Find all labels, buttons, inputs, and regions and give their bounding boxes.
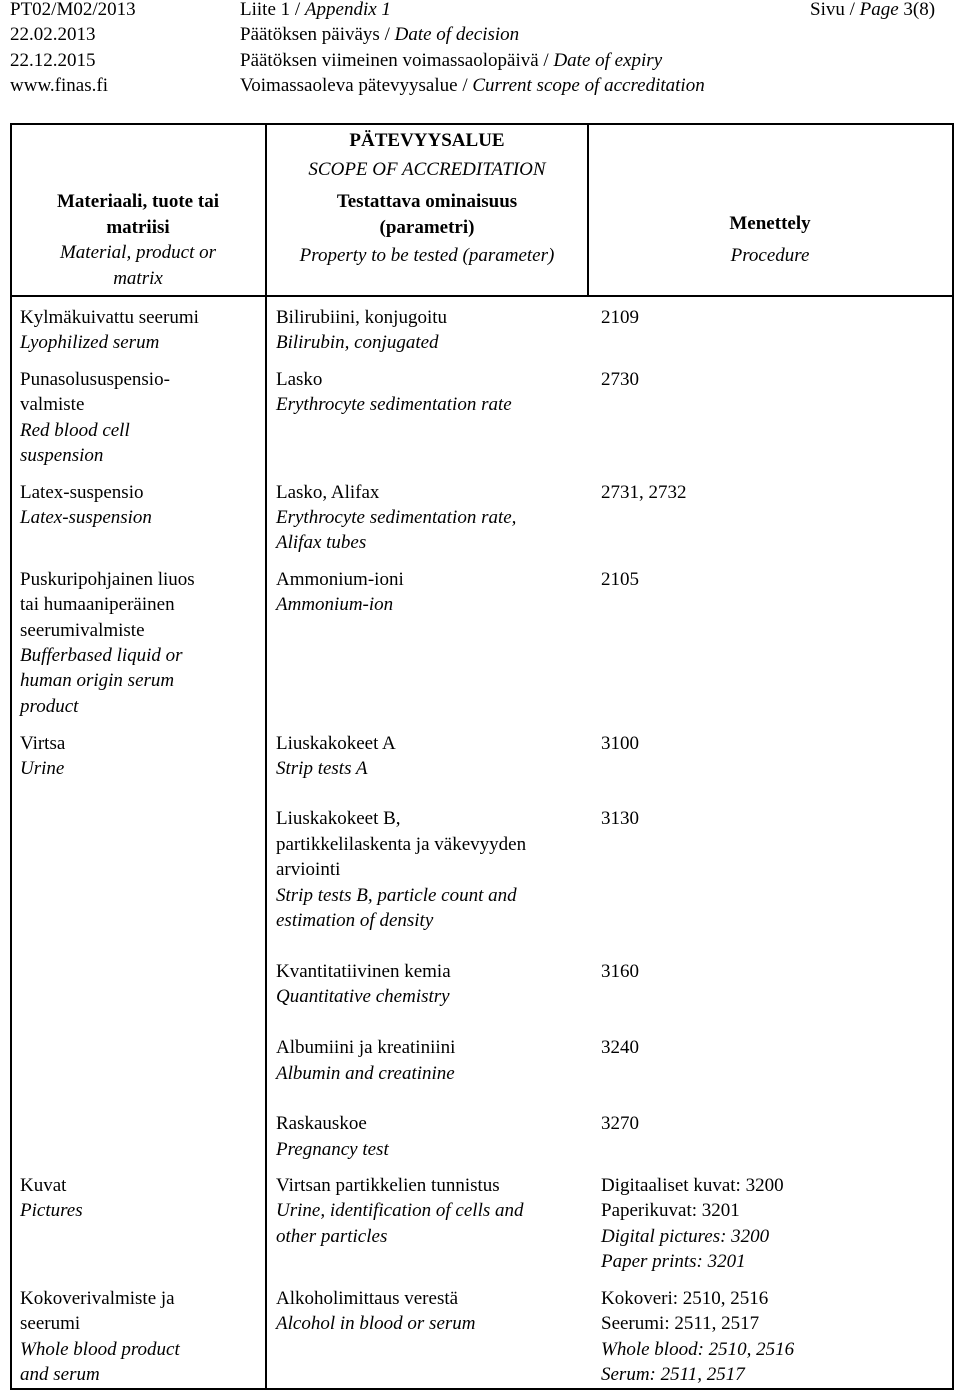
material-fi: Puskuripohjainen liuos <box>20 569 195 590</box>
procedure: Paperikuvat: 3201 <box>601 1200 740 1221</box>
material-en: Pictures <box>20 1200 83 1221</box>
property-fi: Lasko, Alifax <box>276 482 380 503</box>
col1-header-en: Material, product or matrix <box>59 242 217 289</box>
procedure: 2730 <box>601 369 639 390</box>
procedure: 2105 <box>601 569 639 590</box>
table-right-border <box>952 123 954 1390</box>
property-en: Alcohol in blood or serum <box>276 1313 476 1334</box>
col3-header-fi: Menettely <box>729 213 811 234</box>
procedure-en: Serum: 2511, 2517 <box>601 1364 745 1385</box>
property-fi: arviointi <box>276 859 341 880</box>
procedure-en: Digital pictures: 3200 <box>601 1226 770 1247</box>
property-en: estimation of density <box>276 910 434 931</box>
property-fi: Lasko <box>276 369 323 390</box>
col3-header-en: Procedure <box>730 245 810 266</box>
property-en: Albumin and creatinine <box>276 1063 455 1084</box>
property-en: Quantitative chemistry <box>276 986 450 1007</box>
scope-title-en: SCOPE OF ACCREDITATION <box>308 159 546 180</box>
property-fi: Albumiini ja kreatiniini <box>276 1037 456 1058</box>
decision-label: Päätöksen päiväys / Date of decision <box>240 24 520 45</box>
procedure: Kokoveri: 2510, 2516 <box>601 1288 769 1309</box>
material-fi: Kuvat <box>20 1175 67 1196</box>
property-en: other particles <box>276 1226 388 1247</box>
appendix-label: Liite 1 / Appendix 1 <box>240 0 391 20</box>
procedure: 3100 <box>601 733 639 754</box>
material-fi: seerumi <box>20 1313 81 1334</box>
table-left-border <box>10 123 12 1390</box>
table-col-divider-1 <box>265 123 267 1390</box>
property-en: Erythrocyte sedimentation rate <box>276 394 512 415</box>
material-en: Urine <box>20 758 65 779</box>
material-fi: Punasolususpensio- <box>20 369 170 390</box>
property-en: Strip tests A <box>276 758 368 779</box>
material-en: product <box>20 696 79 717</box>
material-en: and serum <box>20 1364 100 1385</box>
page-number: Sivu / Page 3(8) <box>810 0 936 20</box>
decision-date: 22.02.2013 <box>10 24 96 45</box>
col2-header-en: Property to be tested (parameter) <box>299 245 555 266</box>
website-link[interactable]: www.finas.fi <box>10 75 108 96</box>
property-fi: partikkelilaskenta ja väkevyyden <box>276 834 527 855</box>
table-top-border <box>10 123 954 125</box>
material-en: Red blood cell <box>20 420 130 441</box>
material-en: Bufferbased liquid or <box>20 645 183 666</box>
procedure: 3240 <box>601 1037 639 1058</box>
property-fi: Bilirubiini, konjugoitu <box>276 307 448 328</box>
procedure: Seerumi: 2511, 2517 <box>601 1313 760 1334</box>
property-en: Alifax tubes <box>276 532 367 553</box>
property-fi: Liuskakokeet B, <box>276 808 401 829</box>
col2-header-fi: Testattava ominaisuus (parametri) <box>336 191 518 238</box>
table-bottom-border <box>10 1388 954 1390</box>
property-en: Strip tests B, particle count and <box>276 885 517 906</box>
procedure-en: Whole blood: 2510, 2516 <box>601 1339 795 1360</box>
expiry-label: Päätöksen viimeinen voimassaolopäivä / Date of expiry <box>240 50 663 71</box>
scope-label: Voimassaoleva pätevyysalue / Current scope of accreditation <box>240 75 705 96</box>
material-fi: tai humaaniperäinen <box>20 594 175 615</box>
procedure: 2109 <box>601 307 639 328</box>
property-fi: Liuskakokeet A <box>276 733 396 754</box>
col1-header-fi: Materiaali, tuote tai matriisi <box>57 191 219 238</box>
expiry-date: 22.12.2015 <box>10 50 96 71</box>
procedure: Digitaaliset kuvat: 3200 <box>601 1175 784 1196</box>
material-fi: valmiste <box>20 394 85 415</box>
material-fi: Kylmäkuivattu seerumi <box>20 307 199 328</box>
table-header-border <box>10 295 954 297</box>
procedure: 3160 <box>601 961 639 982</box>
procedure: 2731, 2732 <box>601 482 687 503</box>
property-en: Pregnancy test <box>276 1139 389 1160</box>
scope-title: PÄTEVYYSALUE <box>349 130 505 151</box>
material-en: Lyophilized serum <box>20 332 160 353</box>
property-fi: Alkoholimittaus verestä <box>276 1288 459 1309</box>
material-fi: Latex-suspensio <box>20 482 144 503</box>
property-en: Urine, identification of cells and <box>276 1200 524 1221</box>
property-fi: Raskauskoe <box>276 1113 367 1134</box>
property-fi: Virtsan partikkelien tunnistus <box>276 1175 500 1196</box>
procedure: 3270 <box>601 1113 639 1134</box>
property-fi: Ammonium-ioni <box>276 569 404 590</box>
material-en: suspension <box>20 445 104 466</box>
material-en: Latex-suspension <box>20 507 152 528</box>
material-en: human origin serum <box>20 670 175 691</box>
property-en: Erythrocyte sedimentation rate, <box>276 507 517 528</box>
procedure: 3130 <box>601 808 639 829</box>
property-en: Bilirubin, conjugated <box>276 332 439 353</box>
material-en: Whole blood product <box>20 1339 180 1360</box>
procedure-en: Paper prints: 3201 <box>601 1251 746 1272</box>
doc-code: PT02/M02/2013 <box>10 0 136 20</box>
property-en: Ammonium-ion <box>276 594 394 615</box>
table-col-divider-2 <box>587 123 589 297</box>
material-fi: Kokoverivalmiste ja <box>20 1288 175 1309</box>
material-fi: Virtsa <box>20 733 66 754</box>
property-fi: Kvantitatiivinen kemia <box>276 961 451 982</box>
material-fi: seerumivalmiste <box>20 620 145 641</box>
